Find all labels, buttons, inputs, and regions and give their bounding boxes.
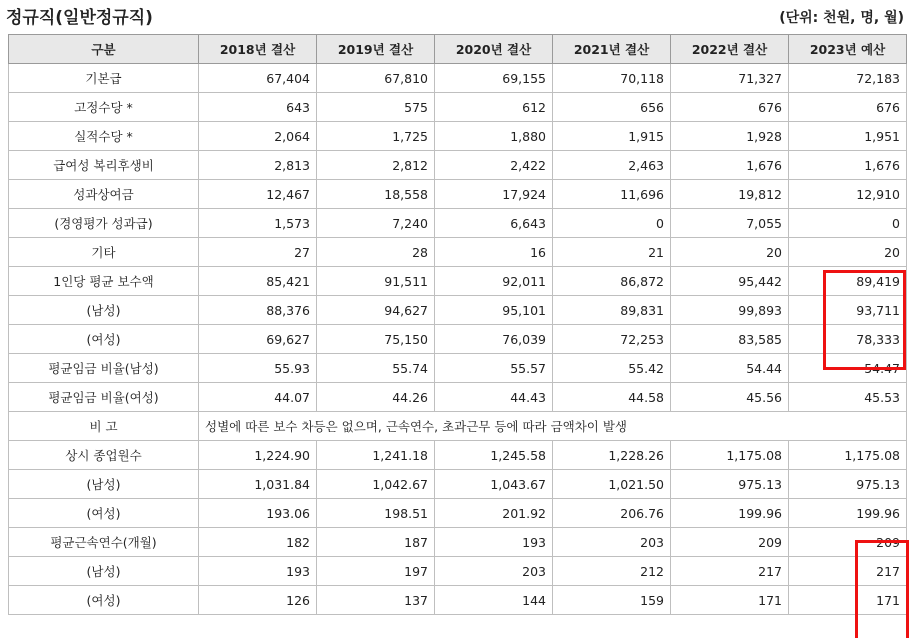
table-cell: 203 — [435, 557, 553, 586]
row-label: 상시 종업원수 — [9, 441, 199, 470]
table-cell: 193 — [435, 528, 553, 557]
table-cell: 1,241.18 — [317, 441, 435, 470]
table-cell: 2,813 — [199, 151, 317, 180]
table-cell: 18,558 — [317, 180, 435, 209]
row-label: 기타 — [9, 238, 199, 267]
table-cell: 12,467 — [199, 180, 317, 209]
table-row — [9, 93, 907, 122]
table-cell: 6,643 — [435, 209, 553, 238]
table-row — [9, 441, 907, 470]
column-header: 2022년 결산 — [671, 35, 789, 64]
table-cell: 171 — [789, 586, 907, 615]
table-cell: 203 — [553, 528, 671, 557]
table-cell: 1,175.08 — [671, 441, 789, 470]
table-cell: 54.47 — [789, 354, 907, 383]
table-cell: 94,627 — [317, 296, 435, 325]
table-cell: 55.93 — [199, 354, 317, 383]
table-cell: 7,055 — [671, 209, 789, 238]
row-label: 평균임금 비율(여성) — [9, 383, 199, 412]
table-cell: 83,585 — [671, 325, 789, 354]
row-label: (남성) — [9, 557, 199, 586]
table-cell: 45.56 — [671, 383, 789, 412]
table-cell: 198.51 — [317, 499, 435, 528]
column-header: 2019년 결산 — [317, 35, 435, 64]
table-row — [9, 354, 907, 383]
column-header: 2018년 결산 — [199, 35, 317, 64]
table-cell: 89,419 — [789, 267, 907, 296]
table-cell: 1,880 — [435, 122, 553, 151]
table-cell: 27 — [199, 238, 317, 267]
table-cell: 72,183 — [789, 64, 907, 93]
table-cell: 197 — [317, 557, 435, 586]
table-cell: 159 — [553, 586, 671, 615]
table-cell: 975.13 — [671, 470, 789, 499]
table-cell: 11,696 — [553, 180, 671, 209]
table-cell: 55.42 — [553, 354, 671, 383]
table-cell: 93,711 — [789, 296, 907, 325]
table-cell: 72,253 — [553, 325, 671, 354]
table-cell: 1,175.08 — [789, 441, 907, 470]
table-row — [9, 470, 907, 499]
table-row — [9, 151, 907, 180]
table-cell: 1,031.84 — [199, 470, 317, 499]
column-header: 2020년 결산 — [435, 35, 553, 64]
table-cell: 575 — [317, 93, 435, 122]
row-label: (경영평가 성과급) — [9, 209, 199, 238]
table-cell: 217 — [789, 557, 907, 586]
table-cell: 1,042.67 — [317, 470, 435, 499]
row-label: 1인당 평균 보수액 — [9, 267, 199, 296]
table-cell: 612 — [435, 93, 553, 122]
table-cell: 95,442 — [671, 267, 789, 296]
table-cell: 20 — [789, 238, 907, 267]
table-cell: 86,872 — [553, 267, 671, 296]
table-row — [9, 325, 907, 354]
table-cell: 206.76 — [553, 499, 671, 528]
table-cell: 45.53 — [789, 383, 907, 412]
table-cell: 193.06 — [199, 499, 317, 528]
table-cell: 201.92 — [435, 499, 553, 528]
table-cell: 1,043.67 — [435, 470, 553, 499]
table-cell: 19,812 — [671, 180, 789, 209]
row-label: 고정수당 * — [9, 93, 199, 122]
table-cell: 656 — [553, 93, 671, 122]
table-row — [9, 557, 907, 586]
table-cell: 92,011 — [435, 267, 553, 296]
table-cell: 67,810 — [317, 64, 435, 93]
row-label: 성과상여금 — [9, 180, 199, 209]
table-row — [9, 528, 907, 557]
row-label: (남성) — [9, 470, 199, 499]
table-cell: 1,725 — [317, 122, 435, 151]
row-label: 평균근속연수(개월) — [9, 528, 199, 557]
table-cell: 20 — [671, 238, 789, 267]
table-row — [9, 180, 907, 209]
table-cell: 17,924 — [435, 180, 553, 209]
row-label: (남성) — [9, 296, 199, 325]
table-cell: 44.43 — [435, 383, 553, 412]
table-cell: 44.58 — [553, 383, 671, 412]
table-row — [9, 122, 907, 151]
highlight-box-tenure — [855, 540, 909, 638]
table-row — [9, 383, 907, 412]
table-cell: 209 — [671, 528, 789, 557]
row-label: (여성) — [9, 586, 199, 615]
table-cell: 69,155 — [435, 64, 553, 93]
table-cell: 55.74 — [317, 354, 435, 383]
table-cell: 1,928 — [671, 122, 789, 151]
table-row — [9, 64, 907, 93]
table-cell: 1,228.26 — [553, 441, 671, 470]
row-label: 비 고 — [9, 412, 199, 441]
table-cell: 44.07 — [199, 383, 317, 412]
table-cell: 643 — [199, 93, 317, 122]
table-cell: 28 — [317, 238, 435, 267]
table-cell: 1,224.90 — [199, 441, 317, 470]
table-cell: 44.26 — [317, 383, 435, 412]
column-header: 구분 — [9, 35, 199, 64]
table-cell: 676 — [789, 93, 907, 122]
table-row — [9, 499, 907, 528]
table-cell: 217 — [671, 557, 789, 586]
table-cell: 144 — [435, 586, 553, 615]
column-header: 2023년 예산 — [789, 35, 907, 64]
table-cell: 2,463 — [553, 151, 671, 180]
page-title: 정규직(일반정규직) — [6, 8, 153, 28]
row-label: 실적수당 * — [9, 122, 199, 151]
unit-note: (단위: 천원, 명, 월) — [779, 10, 904, 26]
table-cell: 91,511 — [317, 267, 435, 296]
table-cell: 70,118 — [553, 64, 671, 93]
table-cell: 2,812 — [317, 151, 435, 180]
row-label: (여성) — [9, 499, 199, 528]
table-cell: 7,240 — [317, 209, 435, 238]
table-row — [9, 238, 907, 267]
table-cell: 71,327 — [671, 64, 789, 93]
table-cell: 1,021.50 — [553, 470, 671, 499]
row-label: 급여성 복리후생비 — [9, 151, 199, 180]
row-label: 평균임금 비율(남성) — [9, 354, 199, 383]
table-cell: 88,376 — [199, 296, 317, 325]
row-label: (여성) — [9, 325, 199, 354]
table-cell: 76,039 — [435, 325, 553, 354]
table-cell: 199.96 — [789, 499, 907, 528]
table-cell: 1,951 — [789, 122, 907, 151]
table-cell: 85,421 — [199, 267, 317, 296]
table-cell: 1,676 — [671, 151, 789, 180]
row-label: 기본급 — [9, 64, 199, 93]
table-cell: 171 — [671, 586, 789, 615]
table-row — [9, 267, 907, 296]
table-cell: 1,245.58 — [435, 441, 553, 470]
table-cell: 137 — [317, 586, 435, 615]
table-cell: 209 — [789, 528, 907, 557]
table-cell: 2,064 — [199, 122, 317, 151]
table-cell: 69,627 — [199, 325, 317, 354]
table-row — [9, 209, 907, 238]
table-cell: 67,404 — [199, 64, 317, 93]
table-cell: 1,676 — [789, 151, 907, 180]
table-cell: 99,893 — [671, 296, 789, 325]
column-header: 2021년 결산 — [553, 35, 671, 64]
table-cell: 193 — [199, 557, 317, 586]
table-cell: 54.44 — [671, 354, 789, 383]
table-cell: 126 — [199, 586, 317, 615]
table-cell: 0 — [553, 209, 671, 238]
table-cell: 12,910 — [789, 180, 907, 209]
table-cell: 89,831 — [553, 296, 671, 325]
table-row — [9, 412, 907, 441]
table-cell: 55.57 — [435, 354, 553, 383]
remark-cell: 성별에 따른 보수 차등은 없으며, 근속연수, 초과근무 등에 따라 금액차이 발생 — [199, 412, 907, 441]
table-cell: 75,150 — [317, 325, 435, 354]
table-cell: 975.13 — [789, 470, 907, 499]
salary-table — [8, 34, 907, 615]
table-cell: 676 — [671, 93, 789, 122]
table-cell: 21 — [553, 238, 671, 267]
table-cell: 187 — [317, 528, 435, 557]
table-cell: 16 — [435, 238, 553, 267]
table-cell: 0 — [789, 209, 907, 238]
table-cell: 2,422 — [435, 151, 553, 180]
highlight-box-avg-pay — [823, 270, 906, 370]
table-cell: 212 — [553, 557, 671, 586]
table-cell: 95,101 — [435, 296, 553, 325]
table-cell: 78,333 — [789, 325, 907, 354]
table-cell: 1,915 — [553, 122, 671, 151]
table-cell: 199.96 — [671, 499, 789, 528]
table-cell: 1,573 — [199, 209, 317, 238]
table-row — [9, 296, 907, 325]
table-cell: 182 — [199, 528, 317, 557]
table-row — [9, 586, 907, 615]
table-header-row — [9, 35, 907, 64]
